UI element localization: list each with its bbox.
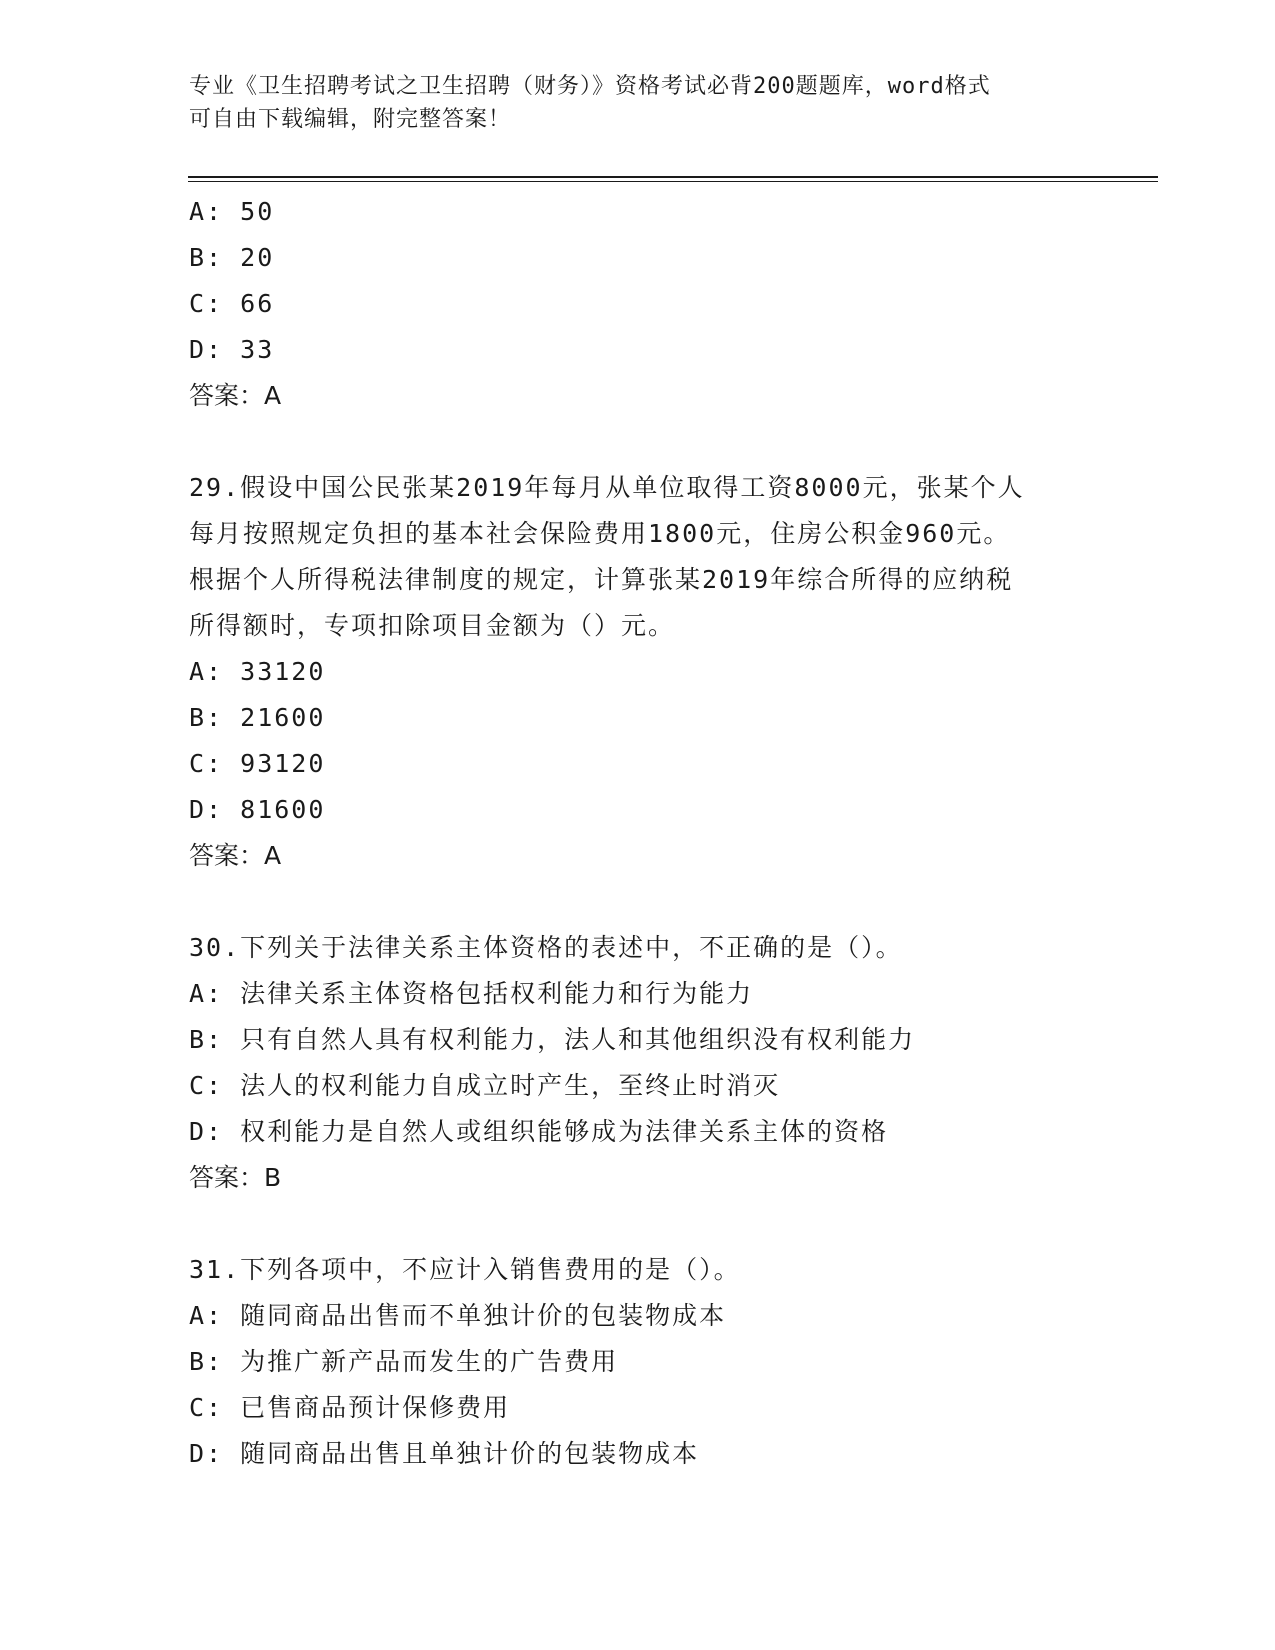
header-divider-thick xyxy=(188,176,1158,178)
document-header xyxy=(189,70,1089,136)
option-d: D: 33 xyxy=(189,335,275,364)
answer-line: 答案：A xyxy=(189,841,282,870)
option-a: A: 50 xyxy=(189,197,275,226)
question-stem-line: 30.下列关于法律关系主体资格的表述中，不正确的是（）。 xyxy=(189,933,903,962)
option-b: B: 为推广新产品而发生的广告费用 xyxy=(189,1347,619,1376)
answer-line: 答案：A xyxy=(189,381,282,410)
option-a: A: 33120 xyxy=(189,657,326,686)
option-a: A: 随同商品出售而不单独计价的包装物成本 xyxy=(189,1301,727,1330)
question-stem-line: 31.下列各项中，不应计入销售费用的是（）。 xyxy=(189,1255,741,1284)
question-stem-line: 29.假设中国公民张某2019年每月从单位取得工资8000元，张某个人 xyxy=(189,473,1025,502)
option-d: D: 权利能力是自然人或组织能够成为法律关系主体的资格 xyxy=(189,1117,889,1146)
option-c: C: 法人的权利能力自成立时产生，至终止时消灭 xyxy=(189,1071,781,1100)
question-list xyxy=(189,189,1089,1477)
option-b: B: 只有自然人具有权利能力，法人和其他组织没有权利能力 xyxy=(189,1025,916,1054)
option-b: B: 20 xyxy=(189,243,275,272)
header-title-line-2: 可自由下载编辑，附完整答案！ xyxy=(189,107,512,132)
option-d: D: 81600 xyxy=(189,795,326,824)
header-divider-thin xyxy=(188,181,1158,182)
option-a: A: 法律关系主体资格包括权利能力和行为能力 xyxy=(189,979,754,1008)
option-b: B: 21600 xyxy=(189,703,326,732)
question-28-tail xyxy=(189,189,1089,419)
question-30 xyxy=(189,925,1089,1201)
option-d: D: 随同商品出售且单独计价的包装物成本 xyxy=(189,1439,700,1468)
header-title-line-1: 专业《卫生招聘考试之卫生招聘（财务）》资格考试必背200题题库，word格式 xyxy=(189,74,991,99)
option-c: C: 已售商品预计保修费用 xyxy=(189,1393,511,1422)
question-29 xyxy=(189,465,1089,879)
question-stem-line: 根据个人所得税法律制度的规定，计算张某2019年综合所得的应纳税 xyxy=(189,565,1014,594)
option-c: C: 93120 xyxy=(189,749,326,778)
question-31 xyxy=(189,1247,1089,1477)
answer-line: 答案：B xyxy=(189,1163,282,1192)
question-stem-line: 所得额时，专项扣除项目金额为（）元。 xyxy=(189,611,676,640)
question-stem-line: 每月按照规定负担的基本社会保险费用1800元，住房公积金960元。 xyxy=(189,519,1011,548)
option-c: C: 66 xyxy=(189,289,275,318)
